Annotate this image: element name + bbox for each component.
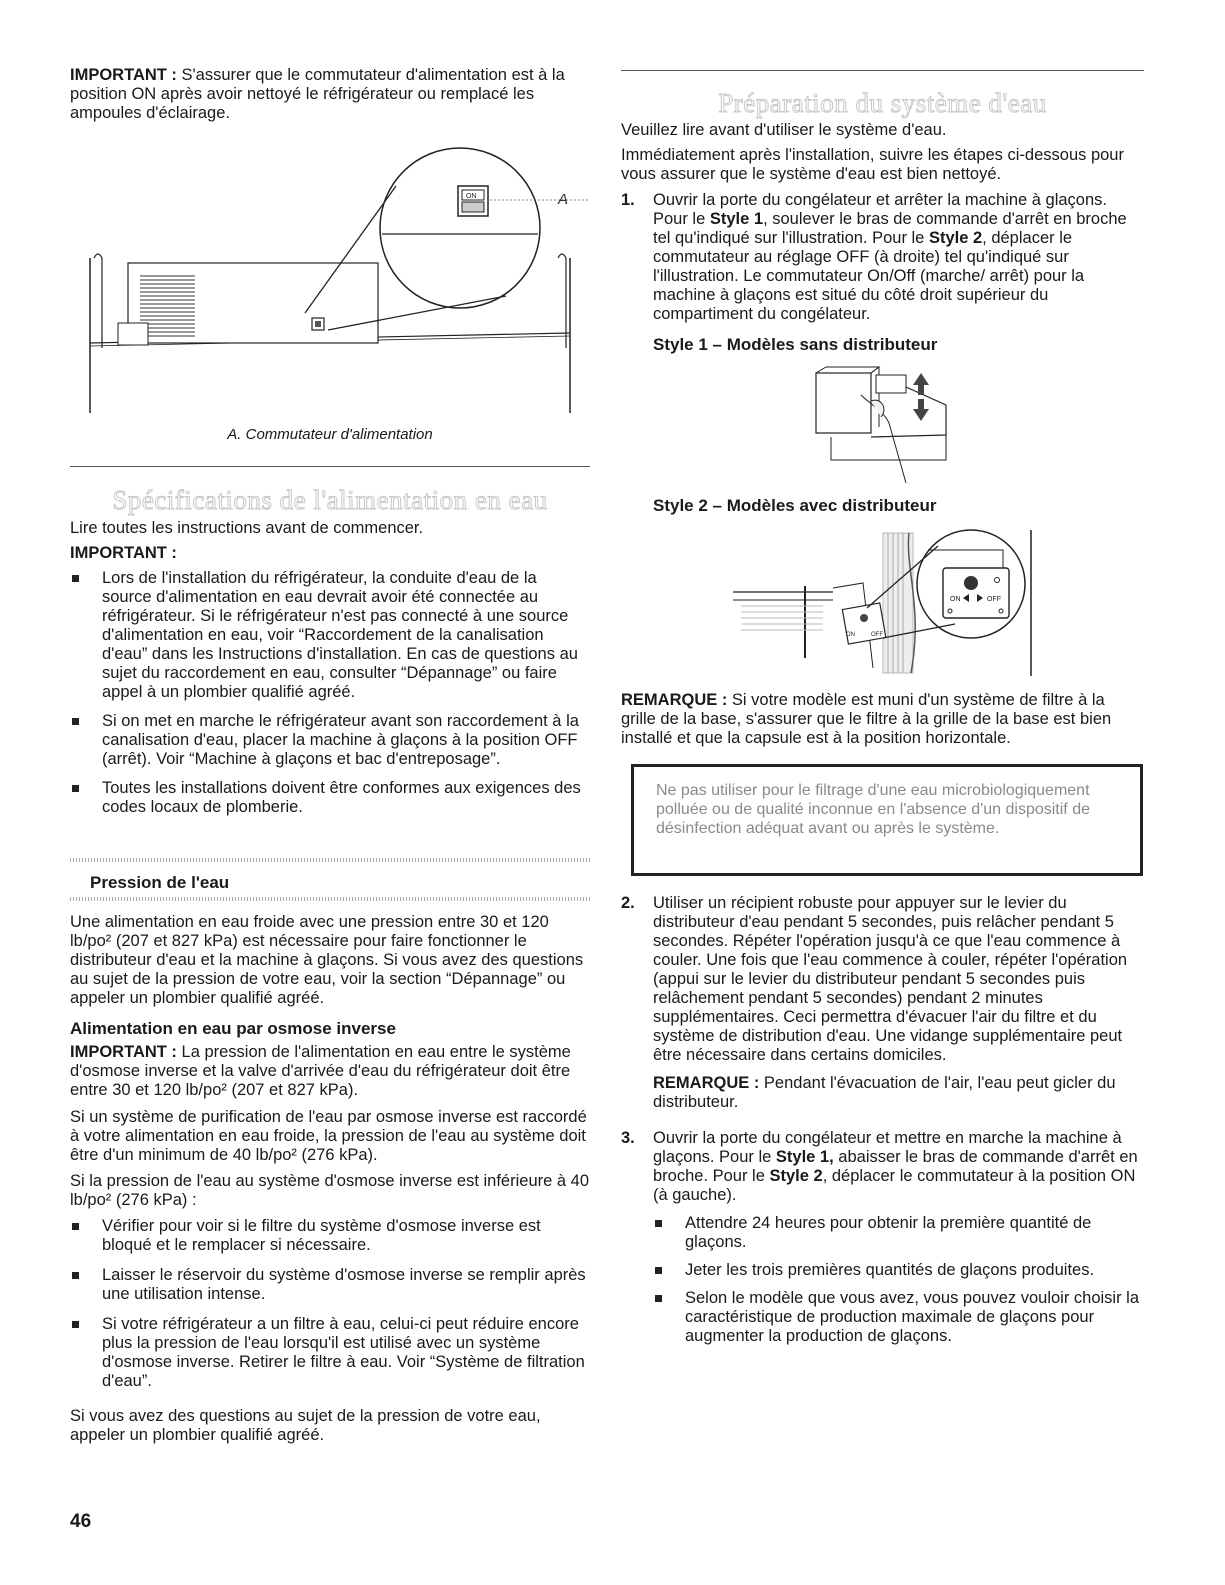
pressure-paragraph: Une alimentation en eau froide avec une pression entre 30 et 120 lb/po² (207 et 827 kPa) est nécessaire pour faire fonctionner le distributeur d'eau et la machine à glaçons. Si vous avez des questions au sujet de la pression de votre eau, voir la section “Dépannage” ou appeler un plombier qualifié agréé.	[70, 913, 584, 1007]
step-number: 3.	[621, 1129, 635, 1147]
page-number: 46	[70, 1511, 92, 1532]
style1-heading: Style 1 – Modèles sans distributeur	[653, 335, 938, 354]
important-text: S'assurer que le commutateur d'alimentation est à la position ON après avoir nettoyé le réfrigérateur ou remplacé les ampoules d'éclairage.	[70, 66, 565, 122]
remarque-label: REMARQUE :	[621, 691, 728, 709]
switch-on-label: ON	[466, 193, 477, 200]
subheading-reverse-osmosis: Alimentation en eau par osmose inverse	[70, 1019, 396, 1038]
list-item: Selon le modèle que vous avez, vous pouvez vouloir choisir la caractéristique de production maximale de glaçons pour augmenter la production de glaçons.	[653, 1289, 1144, 1346]
style2-heading: Style 2 – Modèles avec distributeur	[653, 496, 937, 515]
step-text: Utiliser un récipient robuste pour appuyer sur le levier du distributeur d'eau pendant 5 secondes, puis relâcher pendant 5 secondes. Répéter l'opération jusqu'à ce que l'eau commence à couler. Une fois que l'eau commence à couler, répéter l'opération (appui sur le levier du distributeur pendant 5 secondes puis relâchement pendant 5 secondes) pendant 2 minutes supplémentaires. Ceci permettra d'évacuer l'air du filtre et du système de distribution d'eau. Une vidange supplémentaire peut être nécessaire dans certains domiciles.	[653, 894, 1128, 1064]
osmosis-paragraph-2: Si un système de purification de l'eau par osmose inverse est raccordé à votre alimentation en eau froide, la pression de l'eau au système doit être d'un minimum de 40 lb/po² (276 kPa).	[70, 1108, 587, 1164]
magnifier-circle	[380, 148, 540, 308]
section-intro: Lire toutes les instructions avant de commencer.	[70, 519, 424, 537]
switch-off-label-small: OFF	[871, 632, 883, 638]
step-2-remarque	[653, 1074, 1144, 1112]
water-spec-list	[70, 569, 590, 817]
remarque-filter	[621, 691, 1144, 748]
warning-text: Ne pas utiliser pour le filtrage d'une eau microbiologiquement polluée ou de qualité inconnue en l'absence d'un dispositif de désinfection adéquat avant ou après le système.	[656, 782, 1090, 837]
switch-on-label-small: ON	[846, 632, 855, 638]
subheading-water-pressure: Pression de l'eau	[90, 873, 230, 892]
switch-on-label: ON	[950, 596, 961, 603]
remarque-text: Si votre modèle est muni d'un système de filtre à la grille de la base, s'assurer que le filtre à la grille de la base est bien installé et que la capsule est à la position horizontale.	[621, 691, 1112, 747]
osmosis-final: Si vous avez des questions au sujet de la pression de votre eau, appeler un plombier qualifié agréé.	[70, 1407, 541, 1444]
remarque-text: Pendant l'évacuation de l'air, l'eau peut gicler du distributeur.	[653, 1074, 1116, 1111]
osmosis-list	[70, 1217, 590, 1391]
list-item: Laisser le réservoir du système d'osmose inverse se remplir après une utilisation intense.	[70, 1266, 590, 1304]
osmosis-paragraph-3: Si la pression de l'eau au système d'osmose inverse est inférieure à 40 lb/po² (276 kPa) :	[70, 1172, 589, 1209]
list-item: Jeter les trois premières quantités de glaçons produites.	[653, 1261, 1144, 1280]
warning-box	[631, 764, 1143, 876]
step-number: 2.	[621, 894, 635, 912]
step-1	[621, 191, 1144, 324]
list-item: Lors de l'installation du réfrigérateur, la conduite d'eau de la source d'alimentation en eau devrait avoir été connectée au réfrigérateur. Si le réfrigérateur n'est pas connecté à une source d'alimentation en eau, voir “Raccordement de la canalisation d'eau” dans les Instructions d'installation. En cas de questions au sujet du raccordement en eau, consulter “Dépannage” ou faire appel à un plombier qualifié agréé.	[70, 569, 590, 702]
power-switch-illustration	[80, 128, 590, 418]
step-3-list	[653, 1214, 1144, 1346]
up-down-arrow-icon	[913, 373, 929, 421]
section-heading-water-specs: Spécifications de l'alimentation en eau	[112, 485, 548, 515]
important-power-note	[70, 66, 590, 123]
section-divider	[621, 70, 1144, 71]
list-item: Toutes les installations doivent être conformes aux exigences des codes locaux de plomberie.	[70, 779, 590, 817]
step-text: Ouvrir la porte du congélateur et mettre en marche la machine à glaçons. Pour le Style 1, abaisser le bras de commande d'arrêt en broche. Pour le Style 2, déplacer le commutateur à la position ON (à gauche).	[653, 1129, 1138, 1204]
step-number: 1.	[621, 191, 635, 209]
callout-a: A	[558, 191, 569, 208]
figure-caption: A. Commutateur d'alimentation	[227, 426, 433, 443]
list-item: Si on met en marche le réfrigérateur avant son raccordement à la canalisation d'eau, placer la machine à glaçons à la position OFF (arrêt). Voir “Machine à glaçons et bac d'entreposage”.	[70, 712, 590, 769]
section-heading-water-system: Préparation du système d'eau	[718, 88, 1047, 118]
remarque-label: REMARQUE :	[653, 1074, 760, 1092]
important-label: IMPORTANT :	[70, 66, 177, 84]
osmosis-important	[70, 1043, 590, 1100]
intro-paragraph-2: Immédiatement après l'installation, suivre les étapes ci-dessous pour vous assurer que le système d'eau est bien nettoyé.	[621, 146, 1124, 183]
important-text: La pression de l'alimentation en eau entre le système d'osmose inverse et la valve d'arrivée d'eau du réfrigérateur doit être entre 30 et 120 lb/po² (207 et 827 kPa).	[70, 1043, 571, 1099]
section-important-label: IMPORTANT :	[70, 544, 177, 562]
step-text: Ouvrir la porte du congélateur et arrêter la machine à glaçons. Pour le Style 1, soulever le bras de commande d'arrêt en broche tel qu'indiqué sur l'illustration. Pour le Style 2, déplacer le commutateur au réglage OFF (à droite) tel qu'indiqué sur l'illustration. Le commutateur On/Off (marche/ arrêt) pour la machine à glaçons est situé du côté droit supérieur du compartiment du congélateur.	[653, 191, 1127, 323]
dotted-rule	[70, 858, 590, 862]
style1-icemaker-illustration	[811, 365, 961, 487]
section-divider	[70, 466, 590, 467]
list-item: Si votre réfrigérateur a un filtre à eau, celui-ci peut réduire encore plus la pression de l'eau lorsqu'il est utilisé avec un système d'osmose inverse. Retirer le filtre à eau. Voir “Système de filtration d'eau”.	[70, 1315, 590, 1391]
dotted-rule	[70, 897, 590, 901]
step-3	[621, 1129, 1144, 1346]
style2-dispenser-illustration	[733, 528, 1033, 678]
intro-paragraph-1: Veuillez lire avant d'utiliser le système d'eau.	[621, 121, 947, 139]
important-label: IMPORTANT :	[70, 1043, 177, 1061]
list-item: Vérifier pour voir si le filtre du système d'osmose inverse est bloqué et le remplacer si nécessaire.	[70, 1217, 590, 1255]
switch-off-label: OFF	[987, 596, 1001, 603]
list-item: Attendre 24 heures pour obtenir la première quantité de glaçons.	[653, 1214, 1144, 1252]
step-2	[621, 894, 1144, 1112]
